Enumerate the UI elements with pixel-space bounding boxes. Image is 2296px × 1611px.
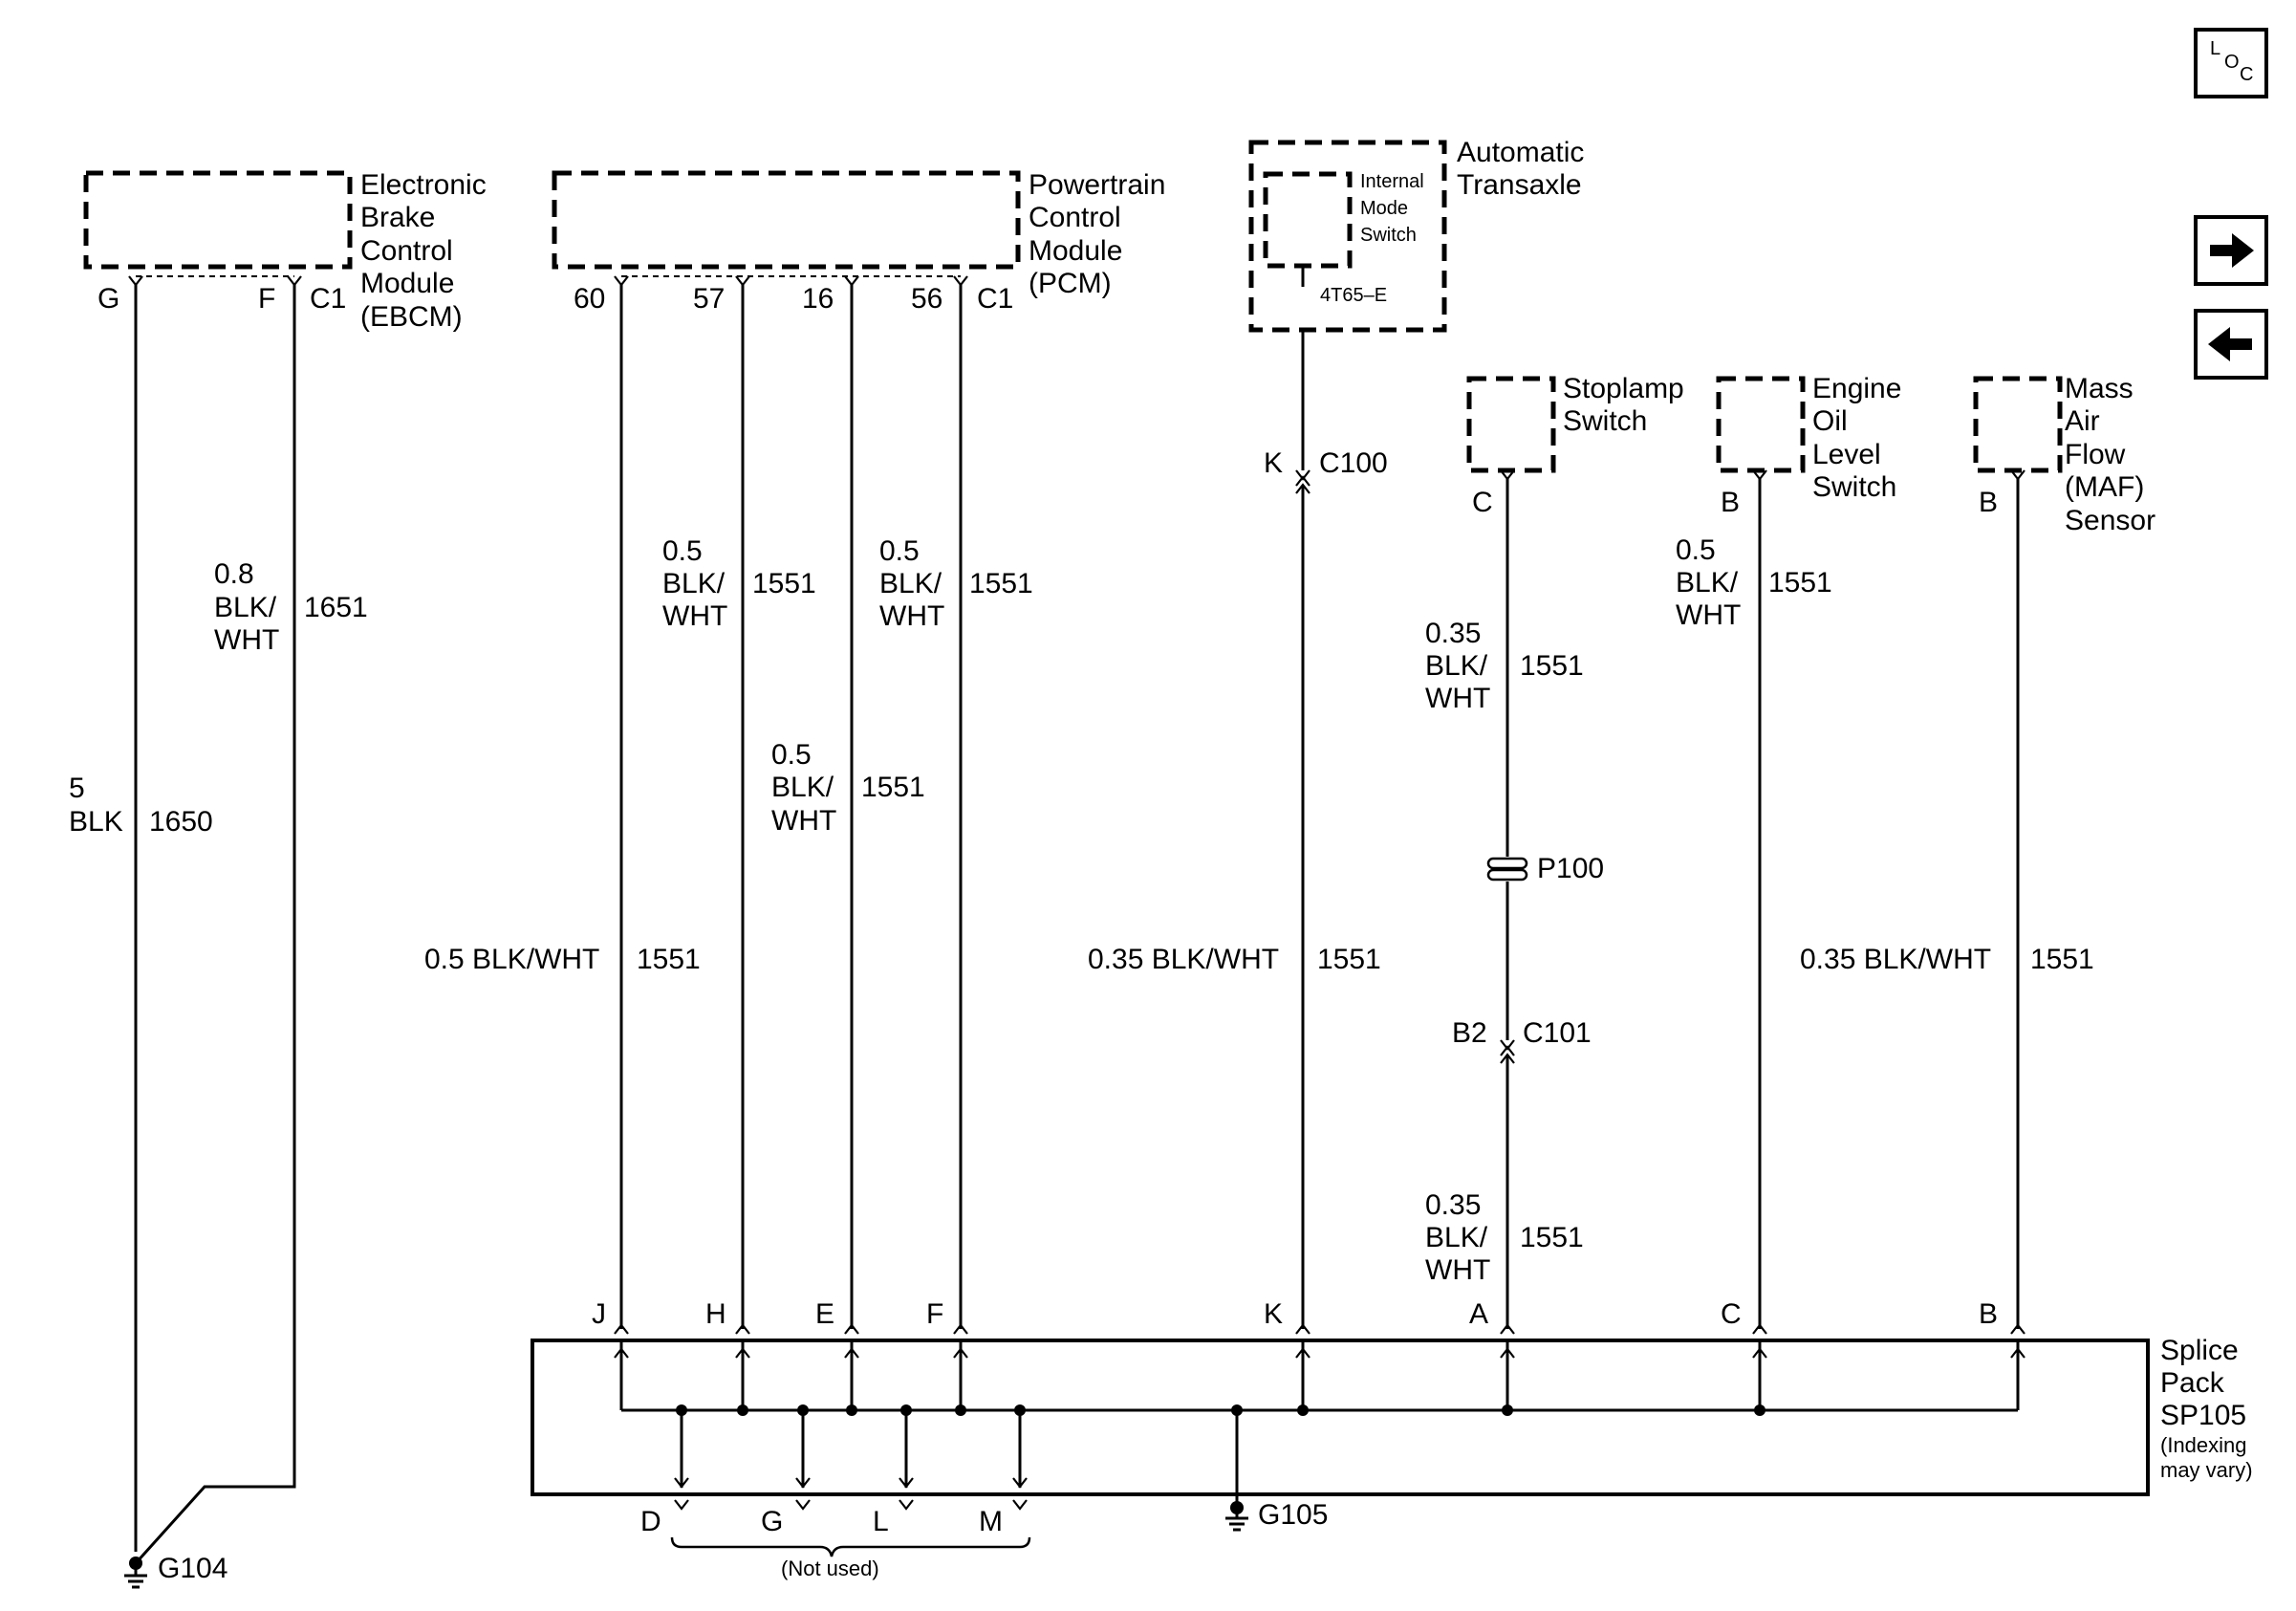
- wire-1651-color-2: WHT: [214, 624, 280, 656]
- wire-transaxle: [1088, 266, 1388, 1334]
- splice-p100: [1488, 853, 1604, 884]
- transaxle-name-line-2: Transaxle: [1457, 169, 1582, 201]
- splice-note-line-1: (Indexing: [2160, 1433, 2247, 1457]
- previous-page-button[interactable]: [2196, 311, 2266, 378]
- transaxle-component: [1251, 137, 1584, 330]
- wire-maf-circuit: 1551: [2030, 944, 2094, 975]
- wire-oil-circuit: 1551: [1768, 567, 1832, 599]
- splice-pin-m: M: [979, 1506, 1003, 1537]
- splice-pin-j: J: [592, 1298, 606, 1330]
- wire-pcm-57-size: 0.5: [662, 535, 703, 567]
- ebcm-name-line-3: Control: [360, 235, 453, 267]
- wire-1650-size: 5: [69, 773, 85, 804]
- wire-stoplamp: [1425, 470, 1604, 1334]
- pcm-component: [554, 169, 1165, 315]
- maf-pin-b: B: [1979, 487, 1999, 518]
- wire-pcm-16-size: 0.5: [771, 739, 812, 771]
- wire-transaxle-circuit: 1551: [1317, 944, 1381, 975]
- stoplamp-pin-c: C: [1472, 487, 1493, 518]
- loc-letter-l: L: [2210, 38, 2221, 59]
- wire-maf: [1800, 470, 2094, 1334]
- splice-pin-a: A: [1469, 1298, 1489, 1330]
- internal-mode-switch-line-1: Internal: [1360, 171, 1424, 192]
- wire-pcm-60-label: 0.5 BLK/WHT: [424, 944, 600, 975]
- oil-level-switch-component: [1719, 373, 1901, 518]
- wire-stoplamp-upper-color-1: BLK/: [1425, 650, 1488, 682]
- wire-stoplamp-lower-color-1: BLK/: [1425, 1222, 1488, 1253]
- pcm-name-line-1: Powertrain: [1029, 169, 1166, 201]
- next-page-button[interactable]: [2196, 217, 2266, 284]
- wire-stoplamp-lower-size: 0.35: [1425, 1189, 1482, 1221]
- not-used-brace: [672, 1537, 1029, 1557]
- transaxle-name-line-1: Automatic: [1457, 137, 1585, 168]
- wire-oil-color-1: BLK/: [1676, 567, 1739, 599]
- loc-letter-o: O: [2224, 52, 2240, 73]
- wire-pcm-57-color-2: WHT: [662, 600, 728, 632]
- wire-pcm-56: [879, 276, 1033, 1334]
- wire-1651-circuit: 1651: [304, 592, 368, 623]
- internal-mode-switch-line-3: Switch: [1360, 225, 1417, 246]
- wire-maf-label: 0.35 BLK/WHT: [1800, 944, 1992, 975]
- splice-name-line-1: Splice: [2160, 1335, 2239, 1366]
- wire-pcm-57-color-1: BLK/: [662, 568, 726, 599]
- ground-g105-label: G105: [1258, 1499, 1329, 1531]
- wire-1650: [69, 276, 213, 1552]
- splice-name-line-2: Pack: [2160, 1367, 2224, 1399]
- ebcm-pin-g: G: [97, 283, 120, 315]
- splice-pin-h: H: [705, 1298, 726, 1330]
- wire-stoplamp-lower-circuit: 1551: [1520, 1222, 1584, 1253]
- splice-note-line-2: may vary): [2160, 1458, 2253, 1482]
- wire-transaxle-label: 0.35 BLK/WHT: [1088, 944, 1280, 975]
- maf-name-line-2: Air: [2065, 405, 2100, 437]
- c100-pin-k: K: [1264, 447, 1284, 479]
- location-button[interactable]: [2196, 30, 2266, 97]
- wire-1651: [136, 276, 368, 1563]
- not-used-label: (Not used): [781, 1557, 879, 1580]
- connector-c101: C101: [1523, 1017, 1592, 1049]
- stoplamp-switch-component: [1469, 373, 1684, 518]
- splice-p100-label: P100: [1537, 853, 1605, 884]
- splice-pin-k: K: [1264, 1298, 1284, 1330]
- pcm-name-line-2: Control: [1029, 202, 1121, 233]
- oil-switch-name-line-2: Oil: [1812, 405, 1848, 437]
- maf-sensor-component: [1976, 373, 2155, 536]
- wire-oil-level-switch: [1676, 470, 1832, 1334]
- wire-pcm-57-circuit: 1551: [752, 568, 816, 599]
- wire-pcm-56-size: 0.5: [879, 535, 920, 567]
- wire-pcm-16: [771, 276, 925, 1334]
- pcm-pin-57: 57: [693, 283, 726, 315]
- internal-mode-switch-line-2: Mode: [1360, 198, 1409, 219]
- wire-pcm-16-color-1: BLK/: [771, 772, 834, 803]
- pcm-name-line-4: (PCM): [1029, 268, 1112, 299]
- connector-c100: C100: [1319, 447, 1388, 479]
- wire-stoplamp-upper-size: 0.35: [1425, 618, 1482, 649]
- splice-pack-sp105: [532, 1298, 2253, 1580]
- splice-pin-l: L: [873, 1506, 889, 1537]
- ground-g104-label: G104: [158, 1553, 228, 1584]
- splice-pin-d: D: [640, 1506, 661, 1537]
- wire-pcm-16-circuit: 1551: [861, 772, 925, 803]
- wire-stoplamp-lower-color-2: WHT: [1425, 1254, 1491, 1286]
- wire-oil-size: 0.5: [1676, 534, 1716, 566]
- oil-switch-pin-b: B: [1721, 487, 1741, 518]
- wire-1650-circuit: 1650: [149, 806, 213, 838]
- splice-pin-f: F: [926, 1298, 944, 1330]
- wire-pcm-56-circuit: 1551: [969, 568, 1033, 599]
- oil-switch-name-line-1: Engine: [1812, 373, 1902, 404]
- wire-stoplamp-upper-color-2: WHT: [1425, 683, 1491, 714]
- maf-name-line-4: (MAF): [2065, 471, 2145, 503]
- splice-name-line-3: SP105: [2160, 1400, 2247, 1431]
- ebcm-connector-c1: C1: [310, 283, 347, 315]
- splice-pin-c: C: [1721, 1298, 1742, 1330]
- wire-pcm-60-circuit: 1551: [637, 944, 701, 975]
- pcm-pin-56: 56: [911, 283, 943, 315]
- wire-stoplamp-upper-circuit: 1551: [1520, 650, 1584, 682]
- wire-pcm-56-color-1: BLK/: [879, 568, 942, 599]
- wire-pcm-16-color-2: WHT: [771, 805, 837, 837]
- maf-name-line-5: Sensor: [2065, 505, 2156, 536]
- oil-switch-name-line-3: Level: [1812, 439, 1881, 470]
- pcm-name-line-3: Module: [1029, 235, 1123, 267]
- ebcm-name-line-5: (EBCM): [360, 301, 463, 333]
- ebcm-name-line-4: Module: [360, 268, 455, 299]
- wire-1651-color-1: BLK/: [214, 592, 277, 623]
- ebcm-component: [86, 169, 487, 333]
- splice-pin-b: B: [1979, 1298, 1999, 1330]
- ebcm-name-line-1: Electronic: [360, 169, 487, 201]
- oil-switch-name-line-4: Switch: [1812, 471, 1897, 503]
- stoplamp-name-line-2: Switch: [1563, 405, 1648, 437]
- wire-pcm-60: [424, 276, 701, 1334]
- splice-pin-e: E: [815, 1298, 835, 1330]
- transaxle-model: 4T65–E: [1320, 285, 1388, 306]
- splice-pin-g: G: [761, 1506, 784, 1537]
- pcm-pin-16: 16: [802, 283, 834, 315]
- pcm-pin-60: 60: [574, 283, 606, 315]
- wire-oil-color-2: WHT: [1676, 599, 1742, 631]
- stoplamp-name-line-1: Stoplamp: [1563, 373, 1684, 404]
- ebcm-pin-f: F: [258, 283, 276, 315]
- pcm-connector-c1: C1: [977, 283, 1014, 315]
- ebcm-name-line-2: Brake: [360, 202, 436, 233]
- wire-1650-color: BLK: [69, 806, 123, 838]
- loc-letter-c: C: [2240, 64, 2254, 85]
- maf-name-line-1: Mass: [2065, 373, 2134, 404]
- maf-name-line-3: Flow: [2065, 439, 2126, 470]
- wire-1651-size: 0.8: [214, 558, 254, 590]
- wire-pcm-56-color-2: WHT: [879, 600, 945, 632]
- c101-pin-b2: B2: [1452, 1017, 1487, 1049]
